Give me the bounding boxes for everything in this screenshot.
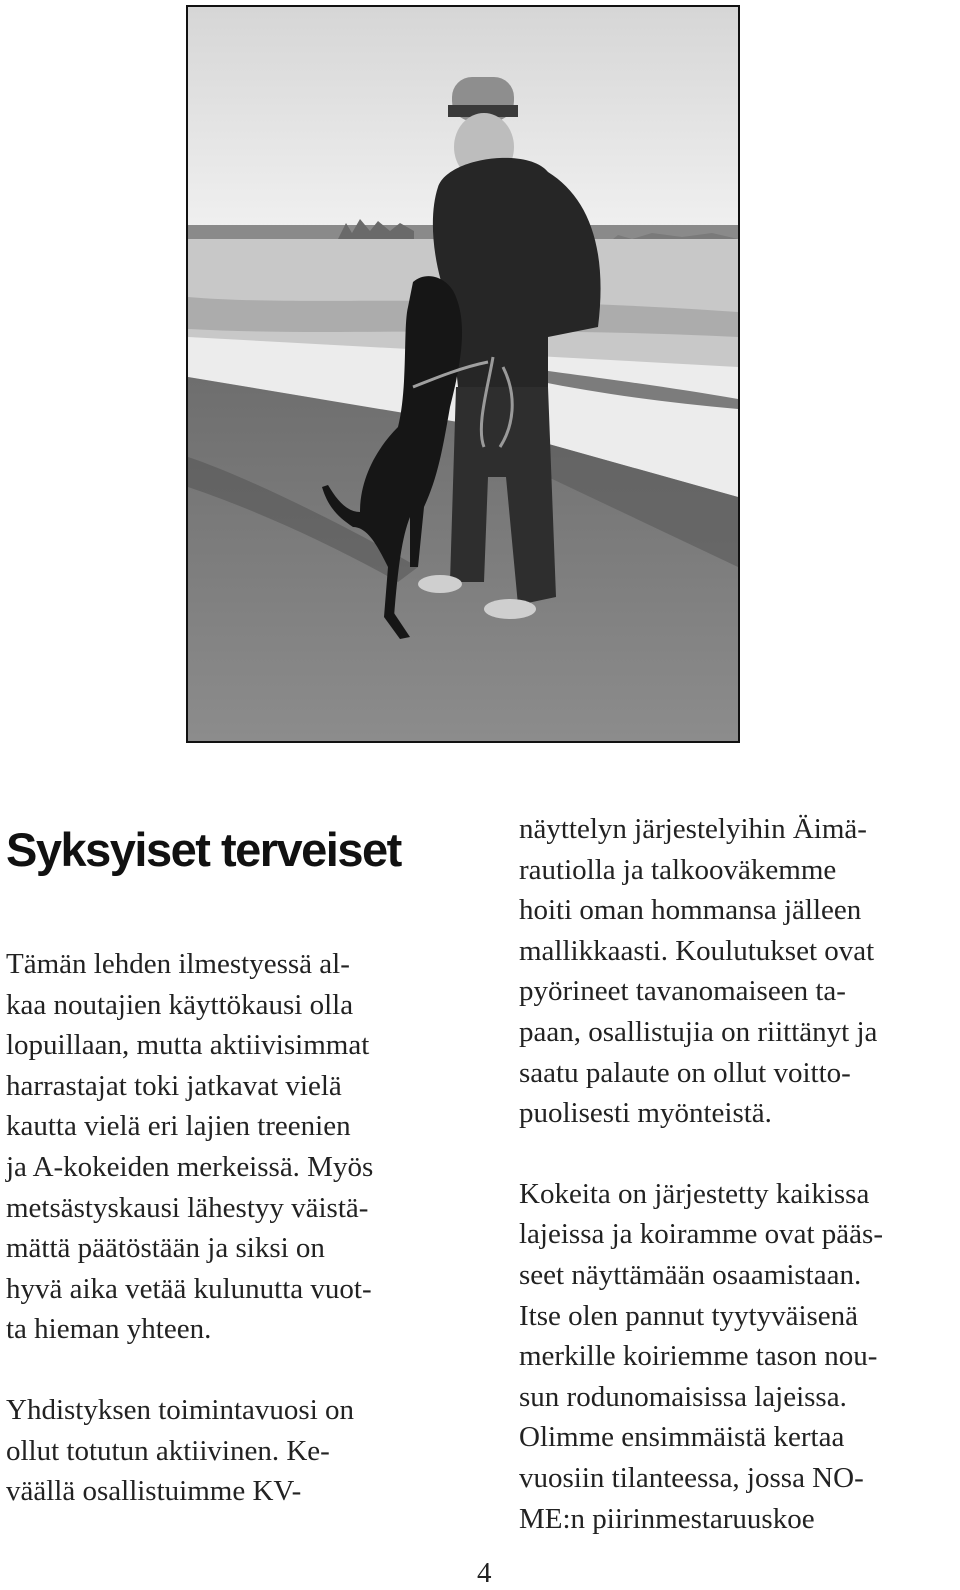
text-line: vuosiin tilanteessa, jossa NO- bbox=[519, 1461, 864, 1494]
text-line: sun rodunomaisissa lajeissa. bbox=[519, 1380, 847, 1413]
article-photo bbox=[186, 5, 740, 743]
text-line: merkille koiriemme tason nou- bbox=[519, 1340, 878, 1373]
text-line: Kokeita on järjestetty kaikissa bbox=[519, 1177, 870, 1210]
paragraph bbox=[519, 809, 959, 1134]
text-line: ta hieman yhteen. bbox=[6, 1313, 212, 1346]
text-line: mallikkaasti. Koulutukset ovat bbox=[519, 934, 875, 967]
text-line: hoiti oman hommansa jälleen bbox=[519, 894, 862, 927]
paragraph bbox=[519, 1174, 959, 1539]
text-line: harrastajat toki jatkavat vielä bbox=[6, 1069, 342, 1102]
text-line: Yhdistyksen toimintavuosi on bbox=[6, 1393, 354, 1426]
photo-illustration bbox=[188, 7, 738, 741]
text-line: paan, osallistujia on riittänyt ja bbox=[519, 1015, 878, 1048]
text-line: ME:n piirinmestaruuskoe bbox=[519, 1502, 815, 1535]
text-line: näyttelyn järjestelyihin Äimä- bbox=[519, 813, 867, 845]
text-line: ollut totutun aktiivinen. Ke- bbox=[6, 1434, 330, 1467]
text-line: mättä päätöstään ja siksi on bbox=[6, 1232, 325, 1265]
paragraph bbox=[6, 1390, 456, 1512]
text-line: lopuillaan, mutta aktiivisimmat bbox=[6, 1029, 370, 1062]
text-line: lajeissa ja koiramme ovat pääs- bbox=[519, 1218, 883, 1251]
paragraph bbox=[6, 944, 456, 1350]
text-line: metsästyskausi lähestyy väistä- bbox=[6, 1191, 369, 1224]
text-line: puolisesti myönteistä. bbox=[519, 1097, 772, 1130]
text-line: kaa noutajien käyttökausi olla bbox=[6, 988, 354, 1021]
page-number: 4 bbox=[477, 1557, 492, 1589]
text-line: Tämän lehden ilmestyessä al- bbox=[6, 948, 350, 980]
text-line: rautiolla ja talkooväkemme bbox=[519, 853, 837, 886]
text-line: Itse olen pannut tyytyväisenä bbox=[519, 1299, 859, 1332]
text-line: pyörineet tavanomaiseen ta- bbox=[519, 975, 846, 1008]
text-line: ja A-kokeiden merkeissä. Myös bbox=[6, 1150, 374, 1183]
text-line: seet näyttämään osaamistaan. bbox=[519, 1258, 862, 1291]
left-text-column bbox=[6, 944, 456, 1512]
text-line: saatu palaute on ollut voitto- bbox=[519, 1056, 851, 1089]
article-title: Syksyiset terveiset bbox=[6, 823, 401, 876]
text-line: Olimme ensimmäistä kertaa bbox=[519, 1421, 845, 1454]
text-line: väällä osallistuimme KV- bbox=[6, 1475, 302, 1508]
text-line: hyvä aika vetää kulunutta vuot- bbox=[6, 1272, 372, 1305]
text-line: kautta vielä eri lajien treenien bbox=[6, 1110, 351, 1143]
right-text-column bbox=[519, 809, 959, 1539]
